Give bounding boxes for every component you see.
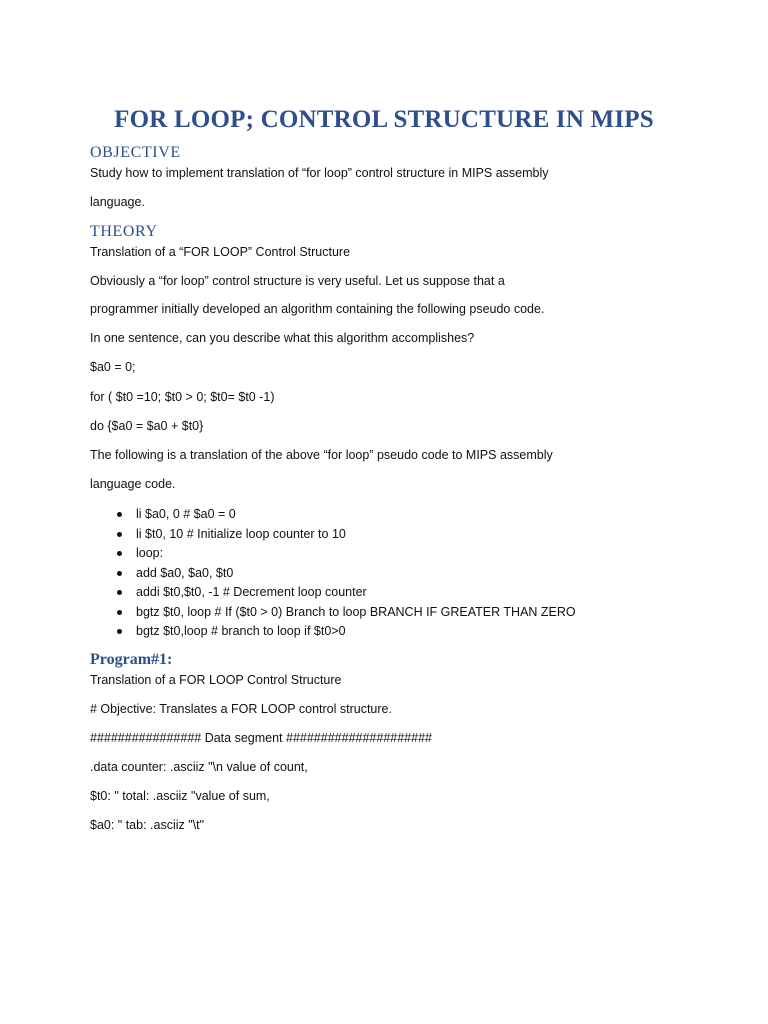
program1-line-4: .data counter: .asciiz "\n value of count, [90,760,308,774]
theory-line-3: programmer initially developed an algorithm containing the following pseudo code. [90,302,545,316]
program1-heading: Program#1: [90,651,173,668]
bullet-icon [117,590,122,595]
theory-heading: THEORY [90,223,158,240]
pseudo-code-line-3: do {$a0 = $a0 + $t0} [90,419,204,433]
bullet-icon [117,512,122,517]
list-item [90,622,576,642]
document-title: FOR LOOP; CONTROL STRUCTURE IN MIPS [114,106,654,133]
list-item-text: li $a0, 0 # $a0 = 0 [136,507,236,521]
theory-line-4: In one sentence, can you describe what this algorithm accomplishes? [90,331,475,345]
list-item-text: add $a0, $a0, $t0 [136,565,234,580]
bullet-icon [117,551,122,556]
bullet-icon [117,610,122,615]
list-item [90,544,576,564]
pseudo-code-line-2: for ( $t0 =10; $t0 > 0; $t0= $t0 -1) [90,390,275,404]
list-item [90,583,576,603]
pseudo-code-line-1: $a0 = 0; [90,360,136,374]
objective-line-2: language. [90,195,145,209]
list-item-text: addi $t0,$t0, -1 # Decrement loop counter [136,585,367,599]
list-item-text: bgtz $t0, loop # If ($t0 > 0) Branch to loop BRANCH IF GREATER THAN ZERO [136,604,576,619]
objective-line-1: Study how to implement translation of “for loop” control structure in MIPS assembly [90,166,549,180]
theory-line-1: Translation of a “FOR LOOP” Control Structure [90,245,351,259]
theory-line-8: The following is a translation of the above “for loop” pseudo code to MIPS assembly [90,448,553,462]
theory-line-2: Obviously a “for loop” control structure is very useful. Let us suppose that a [90,274,505,288]
program1-line-1: Translation of a FOR LOOP Control Structure [90,673,342,687]
program1-line-5: $t0: " total: .asciiz "value of sum, [90,789,270,803]
list-item [90,505,576,525]
list-item [90,603,576,623]
objective-heading: OBJECTIVE [90,144,181,161]
bullet-icon [117,571,122,576]
program1-line-6: $a0: " tab: .asciiz "\t" [90,818,205,832]
list-item [90,564,576,584]
mips-code-list [90,505,576,642]
list-item-text: bgtz $t0,loop # branch to loop if $t0>0 [136,624,346,638]
bullet-icon [117,532,122,537]
program1-line-3: ################ Data segment ##################### [90,731,432,745]
program1-line-2: # Objective: Translates a FOR LOOP control structure. [90,702,392,716]
theory-line-9: language code. [90,477,176,491]
list-item-text: li $t0, 10 # Initialize loop counter to 10 [136,526,346,541]
list-item-text: loop: [136,546,164,560]
bullet-icon [117,629,122,634]
list-item [90,525,576,545]
